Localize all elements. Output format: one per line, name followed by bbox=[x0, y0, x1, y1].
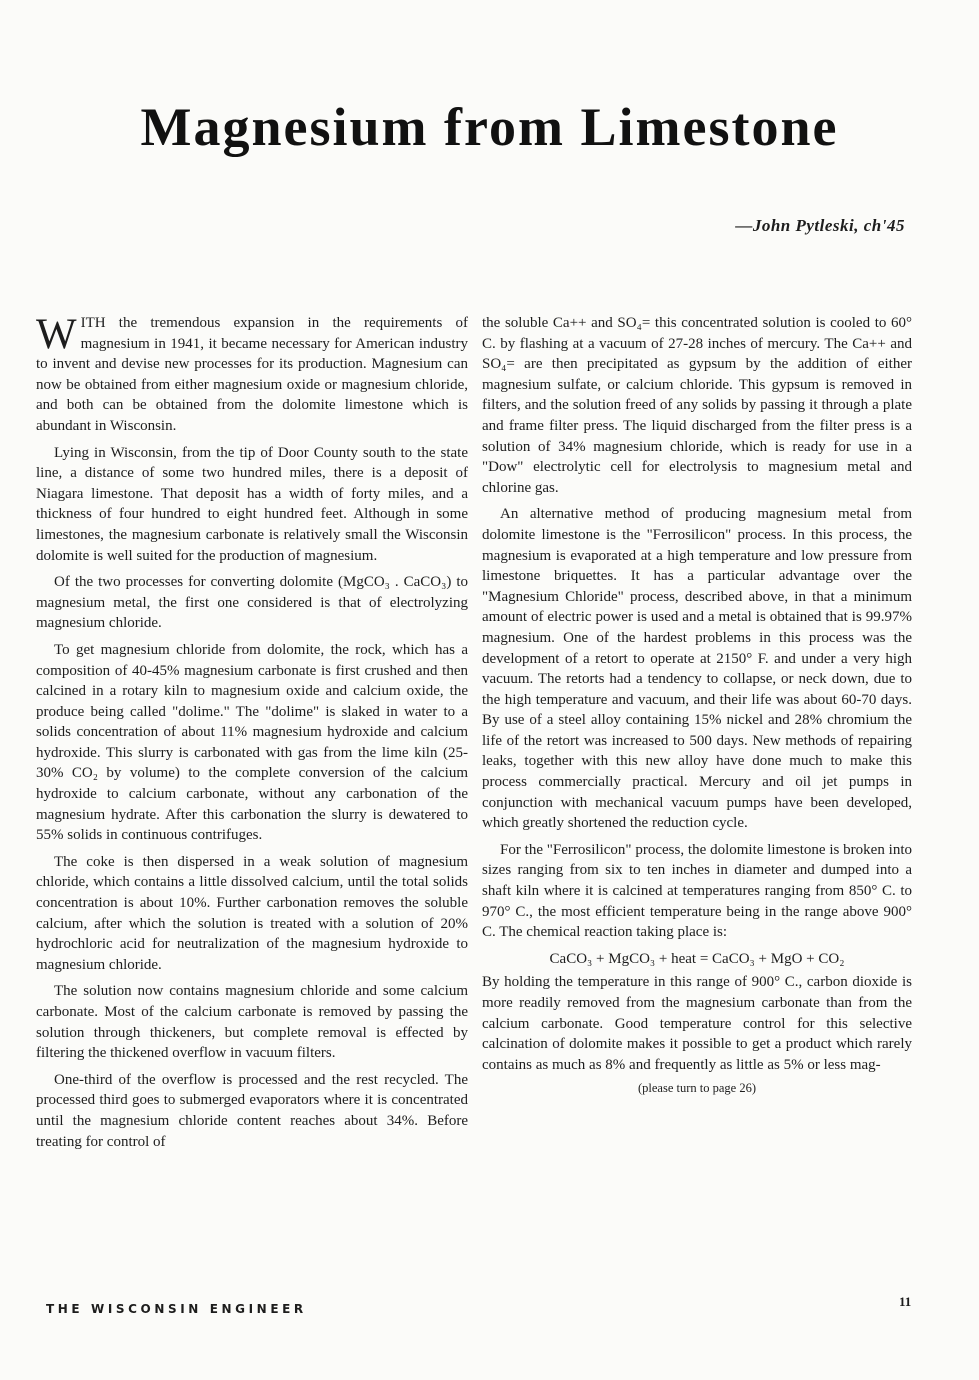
paragraph: Lying in Wisconsin, from the tip of Door County south to the state line, a distance of some two hundred miles, there is a deposit of Niagara limestone. That deposit has a width of forty miles, and a thickness of four hundred to eight hundred feet. Although in some limestones, the magnesium carbonate is relatively small the Wisconsin dolomite is well suited for the production of magnesium. bbox=[36, 444, 468, 564]
drop-cap: W bbox=[36, 311, 77, 358]
continuation-note: (please turn to page 26) bbox=[637, 1081, 756, 1096]
paragraph: An alternative method of producing magnesium metal from dolomite limestone is the "Ferrosilicon" process. In this process, the magnesium is evaporated at a high temperature and low pressure from limestone briquettes. It has a particular advantage over the "Magnesium Chloride" process, described above, in that a minimum amount of electric power is used and a metal is obtained that is 99.97% magnesium. One of the hardest problems in this process was the development of a retort to operate at 2150° F. and under a very high vacuum. The retorts had a tendency to collapse, or neck down, due to the high temperature and vacuum, and their life was about 60-70 days. By use of a steel alloy containing 15% nickel and 28% chromium the life of the retort was increased to 500 days. New methods of repairing leaks, together with this new alloy have done much to make this process commercially practical. Mercury and oil jet pumps in conjunction with mechanical vacuum pumps have been developed, which greatly shortened the reduction cycle. bbox=[482, 506, 912, 832]
paragraph: One-third of the overflow is processed and the rest recycled. The processed third goes to submerged evaporators where it is concentrated until the magnesium chloride content reaches about 34%. Before treating for control of bbox=[36, 1071, 468, 1150]
page-number: 11 bbox=[899, 1294, 912, 1309]
paragraph-text: ITH the tremendous expansion in the requirements of magnesium in 1941, it became necessary for American industry to invent and devise new processes for its production. Magnesium can now be obtained from either magnesium oxide or magnesium chloride, and both can be obtained from the dolomite limestone which is abundant in Wisconsin. bbox=[36, 315, 468, 434]
paragraph bbox=[36, 313, 468, 437]
right-column bbox=[482, 313, 912, 1105]
paragraph: The solution now contains magnesium chloride and some calcium carbonate. Most of the calcium carbonate is removed by passing the solution through thickeners, but complete removal is effected by filtering the thickened overflow in vacuum filters. bbox=[36, 983, 468, 1062]
article-title: Magnesium from Limestone bbox=[140, 97, 839, 157]
paragraph: Of the two processes for converting dolomite (MgCO₃ . CaCO₃) to magnesium metal, the first one considered is that of electrolyzing magnesium chloride. bbox=[36, 574, 468, 632]
paragraph: For the "Ferrosilicon" process, the dolomite limestone is broken into sizes ranging from six to ten inches in diameter and dumped into a shaft kiln where it is calcined at temperatures ranging from 850° C. to 970° C., the most efficient temperature being in the range above 900° C. The chemical reaction taking place is: bbox=[482, 841, 912, 941]
left-column bbox=[36, 313, 468, 1158]
paragraph: By holding the temperature in this range of 900° C., carbon dioxide is more readily removed from the magnesium carbonate than from the calcium carbonate. Good temperature control for this selective calcination of dolomite makes it possible to get a product which rarely contains as much as 8% and frequently as little as 5% or less mag- bbox=[482, 974, 912, 1073]
paragraph: To get magnesium chloride from dolomite, the rock, which has a composition of 40-45% magnesium carbonate is first crushed and then calcined in a rotary kiln to magnesium oxide and calcium oxide, the produce being called "dolime." The "dolime" is slaked in water to a solids concentration of about 11% magnesium hydroxide and calcium hydroxide. This slurry is carbonated with gas from the lime kiln (25-30% CO₂ by volume) to the complete conversion of the calcium hydroxide to calcium carbonate, without any carbonation of the magnesium hydrate. After this carbonation the slurry is dewatered to 55% solids in continuous contrifuges. bbox=[36, 641, 468, 844]
chemical-equation: CaCO₃ + MgCO₃ + heat = CaCO₃ + MgO + CO₂ bbox=[549, 950, 845, 967]
author-byline: —John Pytleski, ch'45 bbox=[735, 216, 905, 235]
publication-name: THE WISCONSIN ENGINEER bbox=[46, 1302, 307, 1316]
paragraph: the soluble Ca++ and SO₄= this concentrated solution is cooled to 60° C. by flashing at a vacuum of 27-28 inches of mercury. The Ca++ and SO₄= are then precipitated as gypsum by the addition of either magnesium sulfate, or calcium chloride. This gypsum is removed in filters, and the solution freed of any solids by passing it through a plate and frame filter press. The liquid discharged from the filter press is a solution of 34% magnesium chloride, which is ready for use in a "Dow" electrolytic cell for electrolysis to magnesium metal and chlorine gas. bbox=[482, 315, 912, 496]
paragraph: The coke is then dispersed in a weak solution of magnesium chloride, which contains a little dissolved calcium, until the total solids concentration is about 10%. Further carbonation removes the soluble calcium, after which the solution is treated with a solution of 20% hydrochloric acid for neutralization of the magnesium hydroxide to magnesium chloride. bbox=[36, 853, 468, 973]
